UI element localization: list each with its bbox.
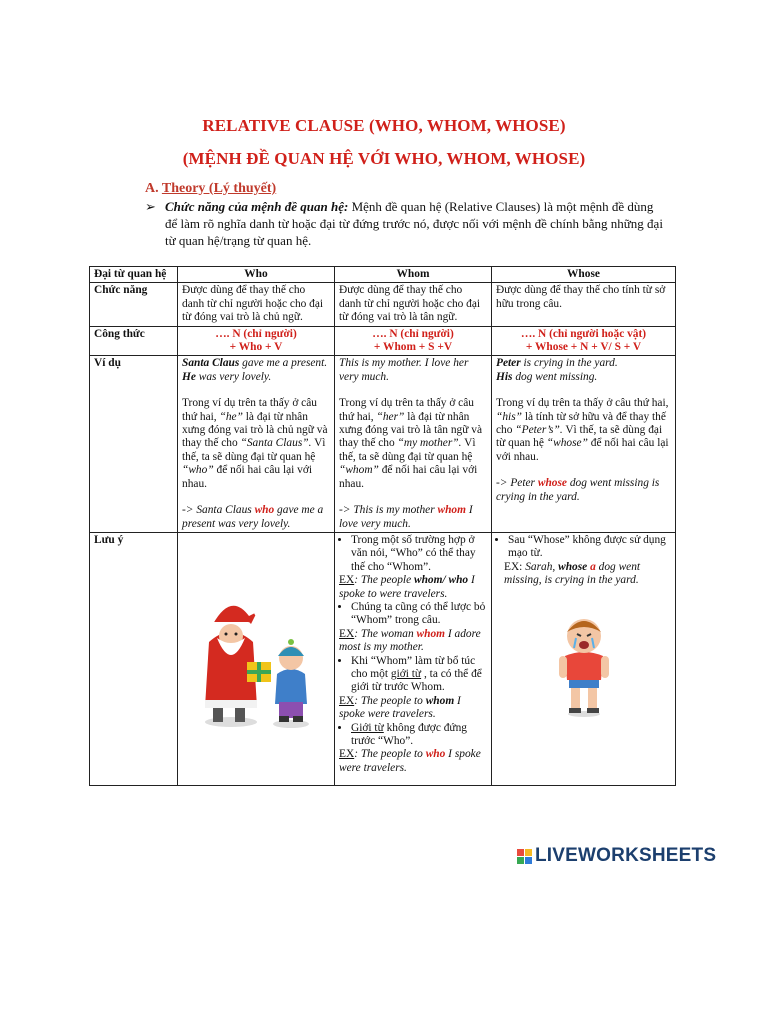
note-item: • Sau “Whose” không được sử dụng mạo từ. — [508, 534, 671, 561]
relative-pronoun-table — [89, 266, 676, 786]
table-header-row — [90, 267, 676, 283]
row-label-formula: Công thức — [90, 326, 178, 356]
santa-illustration — [191, 582, 321, 732]
row-label-notes: Lưu ý — [90, 532, 178, 785]
header-whom: Whom — [335, 267, 492, 283]
note-item: • Khi “Whom” làm từ bổ túc cho một giới từ , ta có thể để giới từ trước Whom. — [351, 655, 487, 695]
intro-lead: Chức năng của mệnh đề quan hệ: — [165, 199, 349, 214]
section-label: Theory (Lý thuyết) — [161, 181, 277, 196]
note-item: • Chúng ta cũng có thể lược bỏ “Whom” trong câu. — [351, 601, 487, 628]
notes-whom: • Trong một số trường hợp ở văn nói, “Who” có thể thay thế cho “Whom”. EX: The people whom/ who I spoke to were travelers. • Chúng ta cũng có thể lược bỏ “Whom” trong câu. EX: The woman whom I adore most is my mother. • Khi “Whom” làm từ bổ túc cho một giới từ , ta có thể để giới từ trước Whom. EX: The people to whom I spoke were travelers. • Giới từ không được đứng trước “Who”. EX: The people to who I spoke were travelers. — [335, 532, 492, 785]
logo-square — [517, 849, 524, 856]
crying-boy-illustration — [549, 608, 619, 718]
logo-square — [517, 857, 524, 864]
example-who: Santa Claus gave me a present. He was very lovely. Trong ví dụ trên ta thấy ở câu thứ hai, “he” là đại từ nhân xưng đóng vai trò là chủ ngữ và thay thế cho “Santa Claus”. Vì thế, ta sẽ dùng đại từ quan hệ “who” để nối hai câu lại với nhau. -> Santa Claus who gave me a present was very lovely. — [178, 356, 335, 532]
formula-whom: …. N (chỉ người) + Whom + S +V — [335, 326, 492, 356]
example-whose: Peter is crying in the yard. His dog went missing. Trong ví dụ trên ta thấy ở câu thứ hai, “his” là tính từ sở hữu và để thay thế cho “Peter’s”. Vì thế, ta sẽ dùng đại từ quan hệ “whose” để nối hai câu lại với nhau. -> Peter whose dog went missing is crying in the yard. — [492, 356, 676, 532]
logo-icon — [517, 849, 532, 864]
section-letter: A. — [145, 181, 159, 196]
page-title: RELATIVE CLAUSE (WHO, WHOM, WHOSE) — [202, 116, 566, 135]
intro-body: Mệnh đề quan hệ (Relative Clauses) là một mệnh đề dùng để làm rõ nghĩa danh từ hoặc đại từ đứng trước nó, được nối với mệnh đề chính bằng những đại từ quan hệ/trạng từ quan hệ. — [165, 199, 663, 248]
intro-bullet — [145, 198, 665, 249]
note-item: • Giới từ không được đứng trước “Who”. — [351, 722, 487, 749]
table-row-example — [90, 356, 676, 532]
logo-square — [525, 849, 532, 856]
function-whose: Được dùng để thay thế cho tính từ sở hữu trong câu. — [492, 283, 676, 326]
table-row-function — [90, 283, 676, 326]
logo-text: LIVEWORKSHEETS — [535, 845, 717, 866]
row-label-function: Chức năng — [90, 283, 178, 326]
notes-who — [178, 532, 335, 785]
function-whom: Được dùng để thay thế cho danh từ chỉ người hoặc cho đại từ đóng vai trò là tân ngữ. — [335, 283, 492, 326]
header-whose: Whose — [492, 267, 676, 283]
table-row-notes — [90, 532, 676, 785]
table-row-formula — [90, 326, 676, 356]
example-whom: This is my mother. I love her very much. Trong ví dụ trên ta thấy ở câu thứ hai, “her” là đại từ nhân xưng đóng vai trò là tân ngữ và thay thế cho “my mother”. Vì thế, ta sẽ dùng đại từ quan hệ “whom” để nối hai câu lại với nhau. -> This is my mother whom I love very much. — [335, 356, 492, 532]
row-label-example: Ví dụ — [90, 356, 178, 532]
formula-whose: …. N (chỉ người hoặc vật) + Whose + N + V/ S + V — [492, 326, 676, 356]
liveworksheets-logo — [517, 845, 716, 867]
header-who: Who — [178, 267, 335, 283]
function-who: Được dùng để thay thế cho danh từ chỉ người hoặc cho đại từ đóng vai trò là chủ ngữ. — [178, 283, 335, 326]
header-pronoun: Đại từ quan hệ — [90, 267, 178, 283]
note-item: • Trong một số trường hợp ở văn nói, “Who” có thể thay thế cho “Whom”. — [351, 534, 487, 574]
notes-whose: • Sau “Whose” không được sử dụng mạo từ. EX: Sarah, whose a dog went missing, is crying in the yard. — [492, 532, 676, 785]
arrow-bullet-icon: ➢ — [145, 199, 156, 214]
section-heading — [145, 181, 276, 197]
page-subtitle: (MỆNH ĐỀ QUAN HỆ VỚI WHO, WHOM, WHOSE) — [182, 149, 586, 168]
formula-who: …. N (chỉ người) + Who + V — [178, 326, 335, 356]
intro-text — [165, 198, 665, 249]
logo-square — [525, 857, 532, 864]
